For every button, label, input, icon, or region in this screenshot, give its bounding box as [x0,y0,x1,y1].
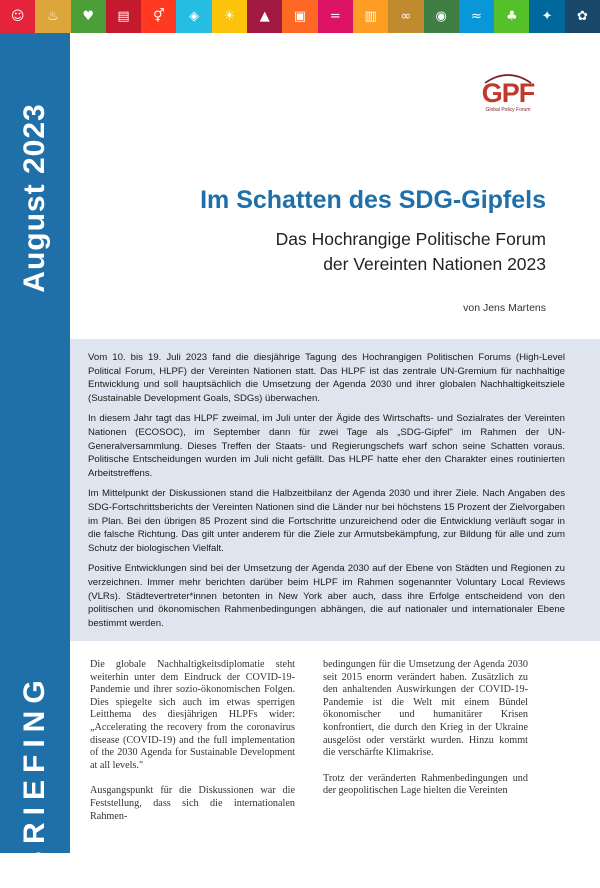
logo-subtext: Global Policy Forum [485,107,531,113]
body-paragraph-left-2: Ausgangspunkt für die Diskussionen war die Feststellung, dass sich die internationalen Rahmen- [90,785,295,822]
subtitle-line-2: der Vereinten Nationen 2023 [323,254,546,274]
sdg-10-reduced-inequalities-icon: = [318,0,353,33]
sdg-4-quality-education-icon: ▤ [106,0,141,33]
gpf-logo-graphic [477,69,539,115]
sdg-13-climate-action-icon: ◉ [424,0,459,33]
gpf-logo [477,69,539,115]
body-paragraph-right-1: bedingungen für die Umsetzung der Agenda 2030 seit 2015 enorm verändert haben. Zusätzlich zu den anhaltenden Auswirkungen der COVID-19-Pandemie ist die Welt mit einem Bündel ökonomischer und humanitärer Krisen konfrontiert, die durch den Krieg in der Ukraine ausgelöst oder verstärkt wurden. Hinzu kommt die verschärfte Klimakrise. [323,659,528,759]
sdg-5-gender-equality-icon: ⚥ [141,0,176,33]
page-title: Im Schatten des SDG-Gipfels [200,186,546,214]
summary-paragraph-2: In diesem Jahr tagt das HLPF zweimal, im Juli unter der Ägide des Wirtschafts- und Sozialrates der Vereinten Nationen (ECOSOC), im September dann für zwei Tage als „SDG-Gipfel" im Rahmen der UN-Generalversammlung. Dieses Treffen der Staats- und Regierungschefs warf schon seine Schatten voraus. Politische Entscheidungen wurden im Juli nicht gefällt. Das HLPF hatte eher den Charakter eines routinierten Arbeitstreffens. [88,413,565,479]
sdg-1-no-poverty-icon: ☺ [0,0,35,33]
summary-paragraph-3: Im Mittelpunkt der Diskussionen stand die Halbzeitbilanz der Agenda 2030 und ihrer Ziele. Nach Angaben des SDG-Fortschrittsberichts der Vereinten Nationen sind die Länder nur bei höchstens 15 Prozent der Zielvorgaben im Plan. Bei den übrigen 85 Prozent sind die Fortschritte unzureichend oder die Entwicklung verläuft sogar in die falsche Richtung. Das gilt unter anderem für die Ziele zur Armutsbekämpfung, zur Bildung für alle und zum Schutz der biologischen Vielfalt. [88,488,565,554]
issue-date: August 2023 [18,103,51,293]
body-column-right [323,659,528,811]
subtitle [276,227,546,277]
summary-paragraph-1: Vom 10. bis 19. Juli 2023 fand die diesjährige Tagung des Hochrangigen Politischen Forums (High-Level Political Forum, HLPF) der Vereinten Nationen statt. Das HLPF ist das zentrale UN-Gremium für nachhaltige Entwicklung und soll hauptsächlich die Umsetzung der Agenda 2030 und ihrer globalen Nachhaltigkeitsziele (Sustainable Development Goals, SDGs) überwachen. [88,352,565,404]
summary-text [88,351,565,637]
body-paragraph-left-1: Die globale Nachhaltigkeitsdiplomatie steht weiterhin unter dem Eindruck der COVID-19-Pandemie und ihrer sozio-ökonomischen Folgen. Dies spiegelte sich auch im etwas sperrigen Leitthema des diesjährigen HLPFs wider: „Accelerating the recovery from the coronavirus disease (COVID-19) and the full implementation of the 2030 Agenda for Sustainable Development at all levels." [90,659,295,771]
sdg-6-clean-water-icon: ◈ [176,0,211,33]
sdg-16-peace-justice-icon: ✦ [529,0,564,33]
sdg-2-zero-hunger-icon: ♨ [35,0,70,33]
subtitle-line-1: Das Hochrangige Politische Forum [275,229,546,249]
summary-paragraph-4: Positive Entwicklungen sind bei der Umsetzung der Agenda 2030 auf der Ebene von Städten und Regionen zu verzeichnen. Immer mehr berichten darüber beim HLPF im Rahmen sogenannter Voluntary Local Reviews (VLRs). Städtevertreter*innen betonten in New York aber auch, dass ihre Erfolge entscheidend von den politischen und ökonomischen Rahmenbedingungen abhängen, die auf nationaler und internationaler Ebene bestimmt werden. [88,563,565,629]
sdg-17-partnerships-icon: ✿ [565,0,600,33]
sdg-8-decent-work-icon: ▲ [247,0,282,33]
sdg-icon-bar [0,0,600,33]
logo-text: GPF [481,78,535,108]
sidebar-band [0,33,70,873]
summary-box [70,339,600,641]
author-byline: von Jens Martens [463,302,546,314]
body-column-left [90,659,295,836]
sdg-9-industry-icon: ▣ [282,0,317,33]
sdg-7-clean-energy-icon: ☀ [212,0,247,33]
sdg-12-responsible-consumption-icon: ∞ [388,0,423,33]
sdg-3-good-health-icon: ♥ [71,0,106,33]
sdg-11-sustainable-cities-icon: ▥ [353,0,388,33]
body-paragraph-right-2: Trotz der veränderten Rahmenbedingungen und der geopolitischen Lage hielten die Vereinten [323,772,528,797]
publication-type-label: BRIEFING [18,673,51,873]
sdg-15-life-on-land-icon: ♣ [494,0,529,33]
sdg-14-life-below-water-icon: ≈ [459,0,494,33]
